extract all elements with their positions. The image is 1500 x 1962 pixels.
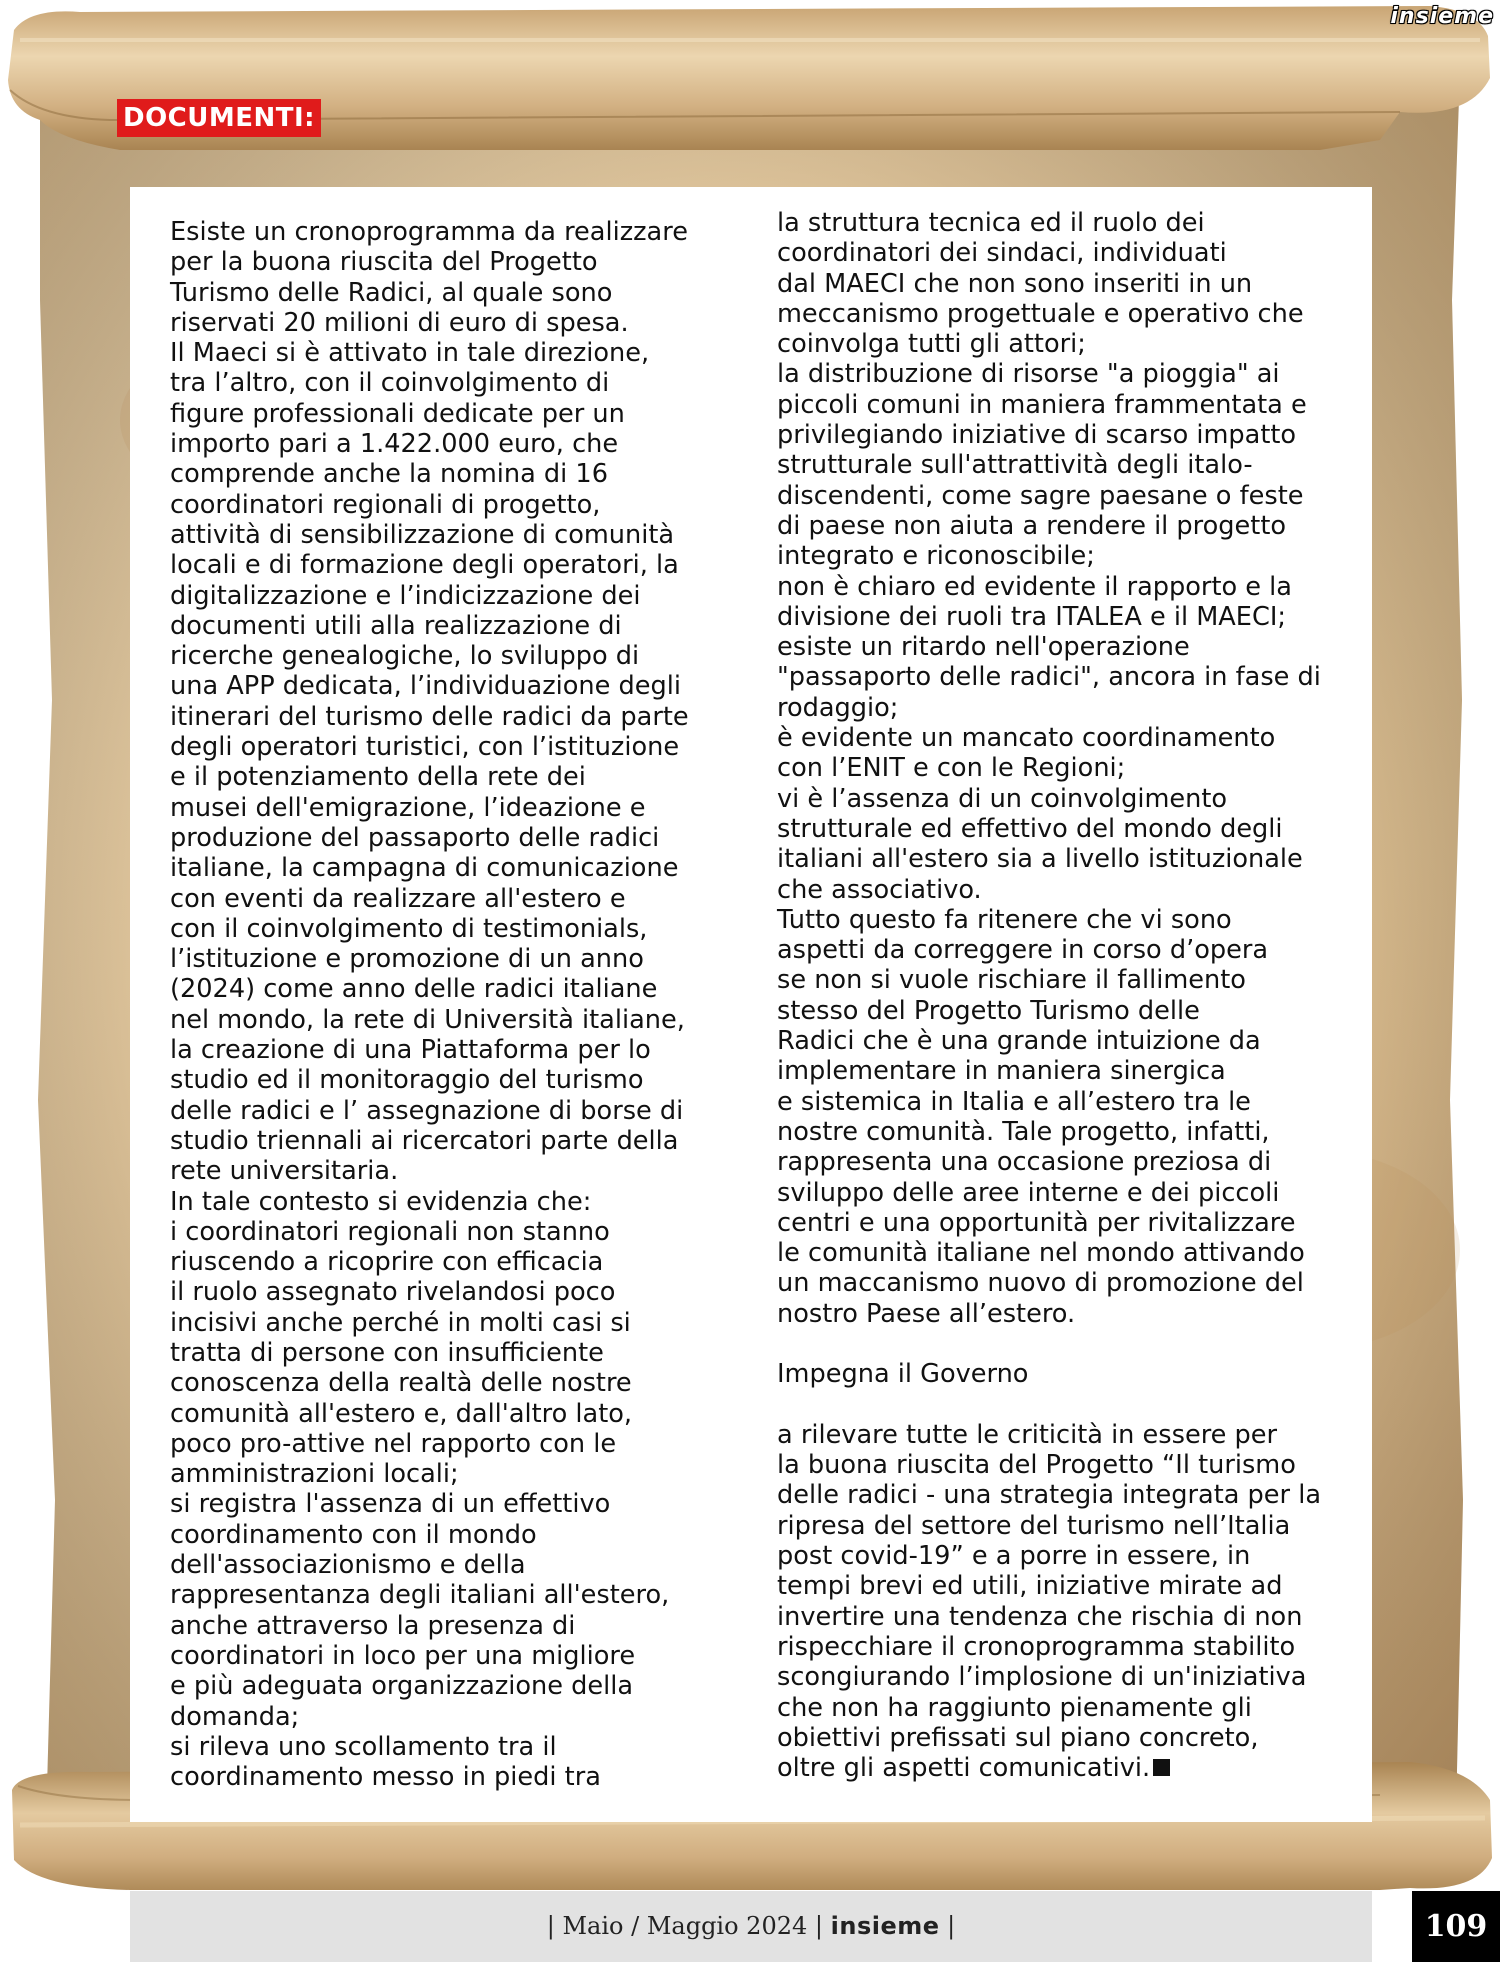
footer-issue-line bbox=[130, 1891, 1372, 1962]
end-mark-icon bbox=[1153, 1759, 1170, 1776]
article-column-right bbox=[777, 208, 1377, 1783]
section-label: DOCUMENTI: bbox=[117, 99, 321, 137]
footer-issue-date: | Maio / Maggio 2024 | bbox=[546, 1912, 823, 1940]
footer-bar bbox=[130, 1891, 1372, 1962]
article-column-right-text: la struttura tecnica ed il ruolo dei coordinatori dei sindaci, individuati dal MAECI che non sono inseriti in un meccanismo progettuale e operativo che coinvolga tutti gli attori; la distribuzione di risorse "a pioggia" ai piccoli comuni in maniera frammentata e privilegiando iniziative di scarso impatto strutturale sull'attrattività degli italo- discendenti, come sagre paesane o feste di paese non aiuta a rendere il progetto integrato e riconoscibile; non è chiaro ed evidente il rapporto e la divisione dei ruoli tra ITALEA e il MAECI; esiste un ritardo nell'operazione "passaporto delle radici", ancora in fase di rodaggio; è evidente un mancato coordinamento con l’ENIT e con le Regioni; vi è l’assenza di un coinvolgimento strutturale ed effettivo del mondo degli italiani all'estero sia a livello istituzionale che associativo. Tutto questo fa ritenere che vi sono aspetti da correggere in corso d’opera se non si vuole rischiare il fallimento stesso del Progetto Turismo delle Radici che è una grande intuizione da implementare in maniera sinergica e sistemica in Italia e all’estero tra le nostre comunità. Tale progetto, infatti, rappresenta una occasione preziosa di sviluppo delle aree interne e dei piccoli centri e una opportunità per rivitalizzare le comunità italiane nel mondo attivando un maccanismo nuovo di promozione del nostro Paese all’estero. Impegna il Governo a rilevare tutte le criticità in essere per la buona riuscita del Progetto “Il turismo delle radici - una strategia integrata per la ripresa del settore del turismo nell’Italia post covid-19” e a porre in essere, in tempi brevi ed utili, iniziative mirate ad invertire una tendenza che rischia di non rispecchiare il cronoprogramma stabilito scongiurando l’implosione di un'iniziativa che non ha raggiunto pienamente gli obiettivi prefissati sul piano concreto, oltre gli aspetti comunicativi. bbox=[777, 208, 1322, 1784]
brand-logo-top: insieme bbox=[1390, 4, 1494, 29]
article-column-left: Esiste un cronoprogramma da realizzare per la buona riuscita del Progetto Turismo delle Radici, al quale sono riservati 20 milioni di euro di spesa. Il Maeci si è attivato in tale direzione, tra l’altro, con il coinvolgimento di figure professionali dedicate per un importo pari a 1.422.000 euro, che comprende anche la nomina di 16 coordinatori regionali di progetto, attività di sensibilizzazione di comunità locali e di formazione degli operatori, la digitalizzazione e l’indicizzazione dei documenti utili alla realizzazione di ricerche genealogiche, lo sviluppo di una APP dedicata, l’individuazione degli itinerari del turismo delle radici da parte degli operatori turistici, con l’istituzione e il potenziamento della rete dei musei dell'emigrazione, l’ideazione e produzione del passaporto delle radici italiane, la campagna di comunicazione con eventi da realizzare all'estero e con il coinvolgimento di testimonials, l’istituzione e promozione di un anno (2024) come anno delle radici italiane nel mondo, la rete di Università italiane, la creazione di una Piattaforma per lo studio ed il monitoraggio del turismo delle radici e l’ assegnazione di borse di studio triennali ai ricercatori parte della rete universitaria. In tale contesto si evidenzia che: i coordinatori regionali non stanno riuscendo a ricoprire con efficacia il ruolo assegnato rivelandosi poco incisivi anche perché in molti casi si tratta di persone con insufficiente conoscenza della realtà delle nostre comunità all'estero e, dall'altro lato, poco pro-attive nel rapporto con le amministrazioni locali; si registra l'assenza di un effettivo coordinamento con il mondo dell'associazionismo e della rappresentanza degli italiani all'estero, anche attraverso la presenza di coordinatori in loco per una migliore e più adeguata organizzazione della domanda; si rileva uno scollamento tra il coordinamento messo in piedi tra bbox=[170, 217, 689, 1793]
footer-brand-logo: insieme bbox=[830, 1912, 940, 1940]
article-text-panel bbox=[130, 187, 1372, 1822]
footer-separator: | bbox=[947, 1912, 956, 1940]
page-number: 109 bbox=[1412, 1891, 1500, 1962]
